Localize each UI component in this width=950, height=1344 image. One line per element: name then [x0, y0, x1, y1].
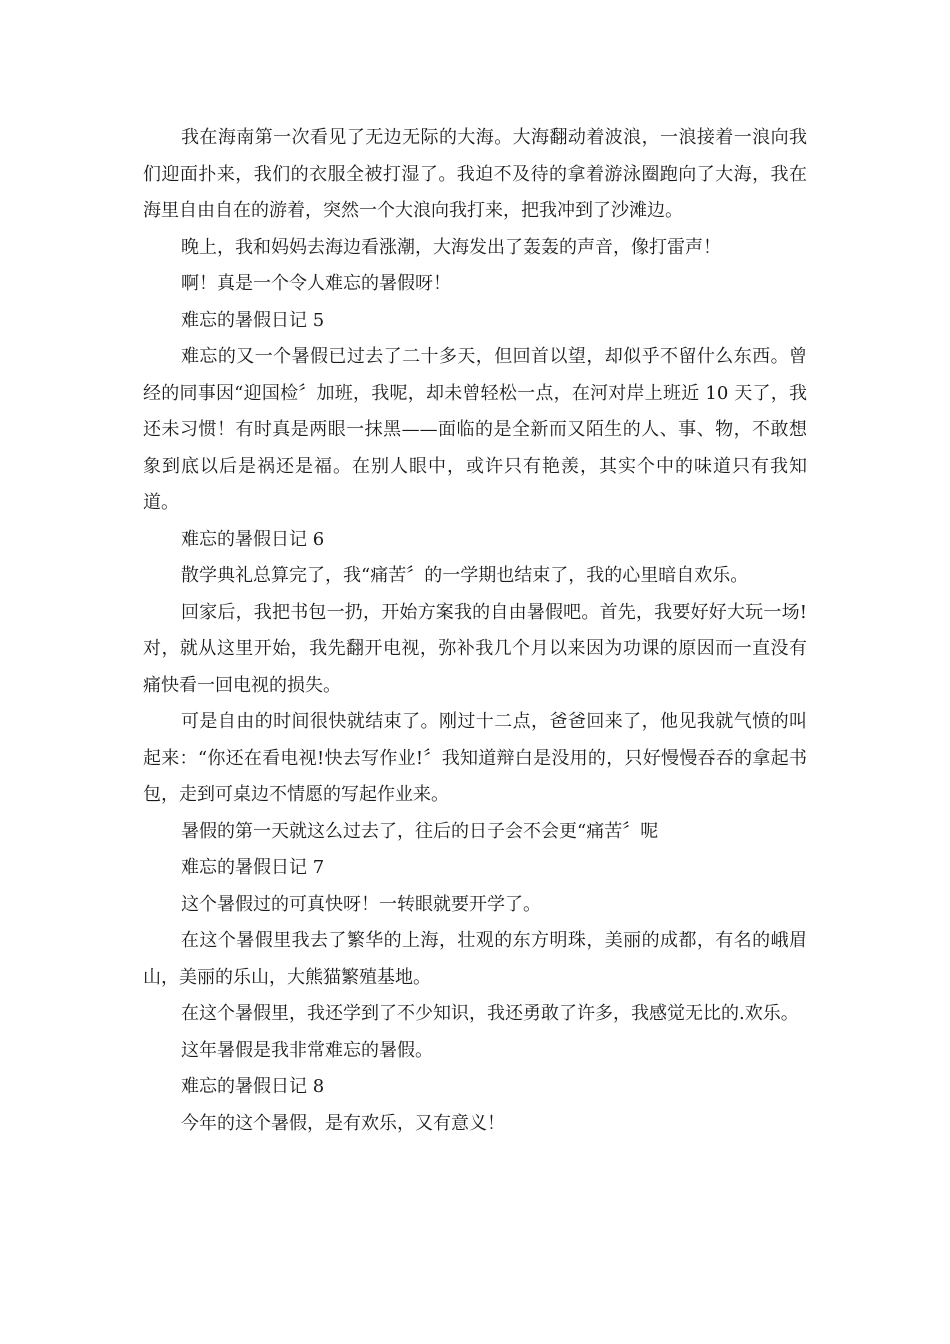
document-body — [143, 120, 807, 1142]
paragraph-this-summer: 今年的这个暑假，是有欢乐，又有意义！ — [181, 1112, 505, 1134]
paragraph-unforgettable: 啊！真是一个令人难忘的暑假呀！ — [181, 273, 451, 294]
paragraph-school-ceremony: 散学典礼总算完了，我“痛苦〞的一学期也结束了，我的心里暗自欢乐。 — [181, 565, 749, 586]
paragraph-evening-tide: 晚上，我和妈妈去海边看涨潮，大海发出了轰轰的声音，像打雷声！ — [181, 236, 721, 258]
heading-diary-7: 难忘的暑假日记 7 — [181, 857, 325, 878]
paragraph-going-home: 回家后，我把书包一扔，开始方案我的自由暑假吧。首先，我要好好大玩一场!对，就从这里开始，我先翻开电视，弥补我几个月以来因为功课的原因而一直没有痛快看一回电视的损失。 — [143, 601, 807, 696]
heading-diary-5: 难忘的暑假日记 5 — [181, 309, 325, 331]
paragraph-summer-fast: 这个暑假过的可真快呀！一转眼就要开学了。 — [181, 893, 541, 915]
heading-diary-8: 难忘的暑假日记 8 — [181, 1076, 325, 1097]
paragraph-first-day: 暑假的第一天就这么过去了，往后的日子会不会更“痛苦〞呢 — [181, 820, 659, 842]
paragraph-diary-5-body: 难忘的又一个暑假已过去了二十多天，但回首以望，却似乎不留什么东西。曾经的同事因“迎国检〞加班，我呢，却未曾轻松一点，在河对岸上班近 10 天了，我还未习惯！有时真是两眼一抹黑——面临的是全新而又陌生的人、事、物，不敢想象到底以后是祸还是福。在别人眼中，或许只有艳羡，其实个中的味道只有我知道。 — [143, 346, 807, 513]
heading-diary-6: 难忘的暑假日记 6 — [181, 528, 325, 550]
paragraph-hainan-sea: 我在海南第一次看见了无边无际的大海。大海翻动着波浪，一浪接着一浪向我们迎面扑来，我们的衣服全被打湿了。我迫不及待的拿着游泳圈跑向了大海，我在海里自由自在的游着，突然一个大浪向我打来，把我冲到了沙滩边。 — [143, 127, 807, 221]
paragraph-travel: 在这个暑假里我去了繁华的上海，壮观的东方明珠，美丽的成都，有名的峨眉山，美丽的乐山，大熊猫繁殖基地。 — [143, 930, 807, 988]
paragraph-dad-returns: 可是自由的时间很快就结束了。刚过十二点，爸爸回来了，他见我就气愤的叫起来：“你还在看电视!快去写作业!〞我知道辩白是没用的，只好慢慢吞吞的拿起书包，走到可桌边不情愿的写起作业来。 — [143, 711, 807, 805]
paragraph-learned: 在这个暑假里，我还学到了不少知识，我还勇敢了许多，我感觉无比的.欢乐。 — [181, 1003, 799, 1024]
paragraph-memorable-summer: 这年暑假是我非常难忘的暑假。 — [181, 1039, 433, 1061]
